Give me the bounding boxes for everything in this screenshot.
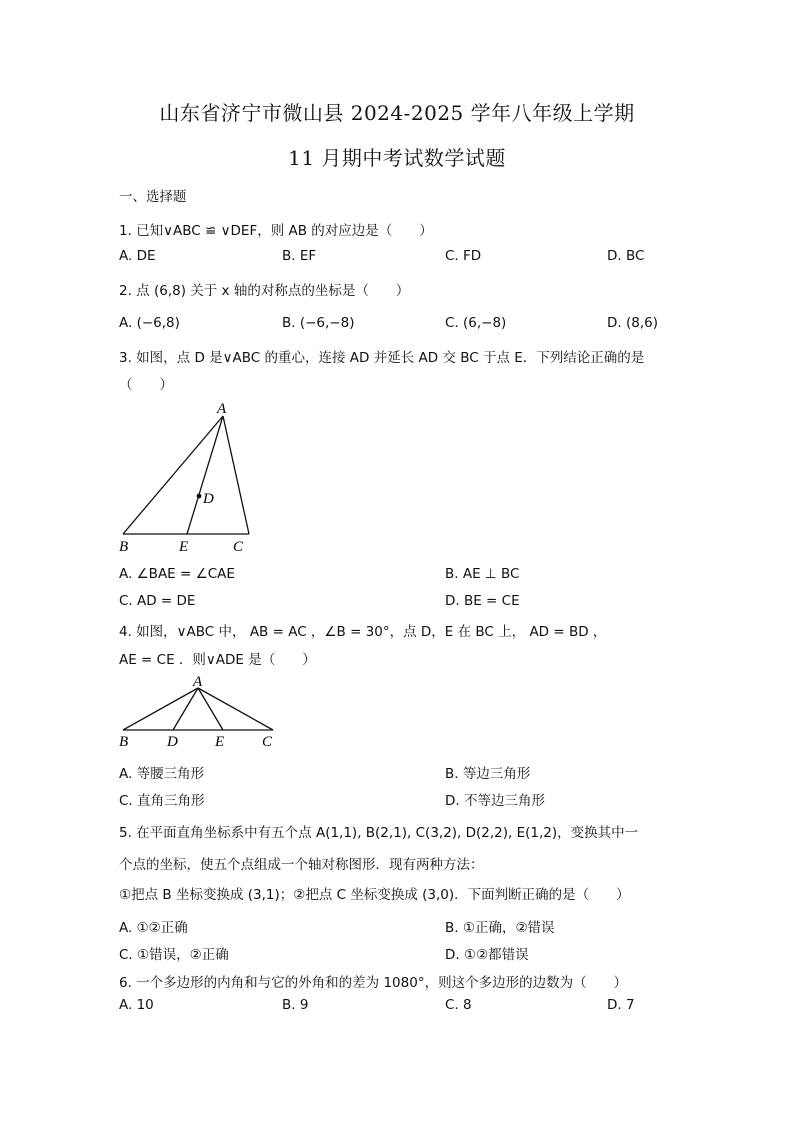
q4-triangle-figure: [110, 672, 290, 752]
q3-label-a: A: [217, 401, 227, 417]
q6-stem: 6. 一个多边形的内角和与它的外角和的差为 1080°，则这个多边形的边数为（ ）: [119, 975, 628, 991]
q2-option-d[interactable]: D. (8,6): [607, 315, 658, 331]
q1-stem: 1. 已知∨ABC ≌ ∨DEF，则 AB 的对应边是（ ）: [119, 223, 433, 239]
q3-label-e: E: [179, 539, 189, 555]
q5-stem-line-3: ①把点 B 坐标变换成 (3,1)；②把点 C 坐标变换成 (3,0)．下面判断正确的是（ ）: [119, 887, 630, 903]
q3-label-c: C: [233, 539, 244, 555]
q5-stem-line-2: 个点的坐标，使五个点组成一个轴对称图形．现有两种方法：: [119, 857, 484, 873]
q4-label-d: D: [167, 734, 178, 750]
q4-label-a: A: [193, 674, 203, 690]
title-line-1: 山东省济宁市微山县 2024-2025 学年八年级上学期: [159, 101, 635, 125]
q3-label-b: B: [119, 539, 129, 555]
q3-side-ab: [123, 416, 223, 534]
q4-option-b[interactable]: B. 等边三角形: [445, 766, 531, 782]
q5-option-b[interactable]: B. ①正确，②错误: [445, 920, 555, 936]
q4-side-ab: [123, 688, 198, 730]
q4-side-ac: [198, 688, 273, 730]
q2-stem: 2. 点 (6,8) 关于 x 轴的对称点的坐标是（ ）: [119, 283, 410, 299]
q3-option-a[interactable]: A. ∠BAE = ∠CAE: [119, 566, 235, 582]
q2-option-a[interactable]: A. (−6,8): [119, 315, 180, 331]
q3-triangle-figure: [110, 398, 270, 558]
q2-option-b[interactable]: B. (−6,−8): [282, 315, 355, 331]
q6-option-a[interactable]: A. 10: [119, 997, 154, 1013]
q2-option-c[interactable]: C. (6,−8): [445, 315, 507, 331]
q3-stem-line-1: 3. 如图，点 D 是∨ABC 的重心，连接 AD 并延长 AD 交 BC 于点 E．下列结论正确的是: [119, 350, 645, 366]
q5-option-a[interactable]: A. ①②正确: [119, 920, 188, 936]
q4-label-c: C: [262, 734, 273, 750]
q5-stem-line-1: 5. 在平面直角坐标系中有五个点 A(1,1), B(2,1), C(3,2), D(2,2), E(1,2)，变换其中一: [119, 825, 639, 841]
q3-option-b[interactable]: B. AE ⊥ BC: [445, 566, 520, 582]
q6-option-b[interactable]: B. 9: [282, 997, 309, 1013]
q4-option-d[interactable]: D. 不等边三角形: [445, 793, 545, 809]
q4-stem-line-1: 4. 如图，∨ABC 中， AB = AC ，∠B = 30°，点 D，E 在 BC 上， AD = BD ，: [119, 624, 607, 640]
q4-label-b: B: [119, 734, 129, 750]
q5-option-d[interactable]: D. ①②都错误: [445, 947, 529, 963]
q1-option-d[interactable]: D. BC: [607, 248, 645, 264]
q3-side-ac: [223, 416, 249, 534]
title-line-2: 11 月期中考试数学试题: [288, 146, 506, 170]
q4-label-e: E: [215, 734, 225, 750]
q4-stem-line-2: AE = CE ．则∨ADE 是（ ）: [119, 652, 316, 668]
q1-option-b[interactable]: B. EF: [282, 248, 317, 264]
q3-option-c[interactable]: C. AD = DE: [119, 593, 196, 609]
q3-stem-line-2: （ ）: [119, 377, 173, 393]
q3-option-d[interactable]: D. BE = CE: [445, 593, 520, 609]
q3-median-ae: [187, 416, 223, 534]
q1-option-c[interactable]: C. FD: [445, 248, 482, 264]
q6-option-d[interactable]: D. 7: [607, 997, 635, 1013]
section-heading: 一、选择题: [119, 189, 187, 205]
q4-option-c[interactable]: C. 直角三角形: [119, 793, 205, 809]
q5-option-c[interactable]: C. ①错误，②正确: [119, 947, 229, 963]
q4-option-a[interactable]: A. 等腰三角形: [119, 766, 205, 782]
q3-point-d: [197, 494, 202, 499]
q6-option-c[interactable]: C. 8: [445, 997, 472, 1013]
q1-option-a[interactable]: A. DE: [119, 248, 156, 264]
q3-label-d: D: [203, 491, 214, 507]
